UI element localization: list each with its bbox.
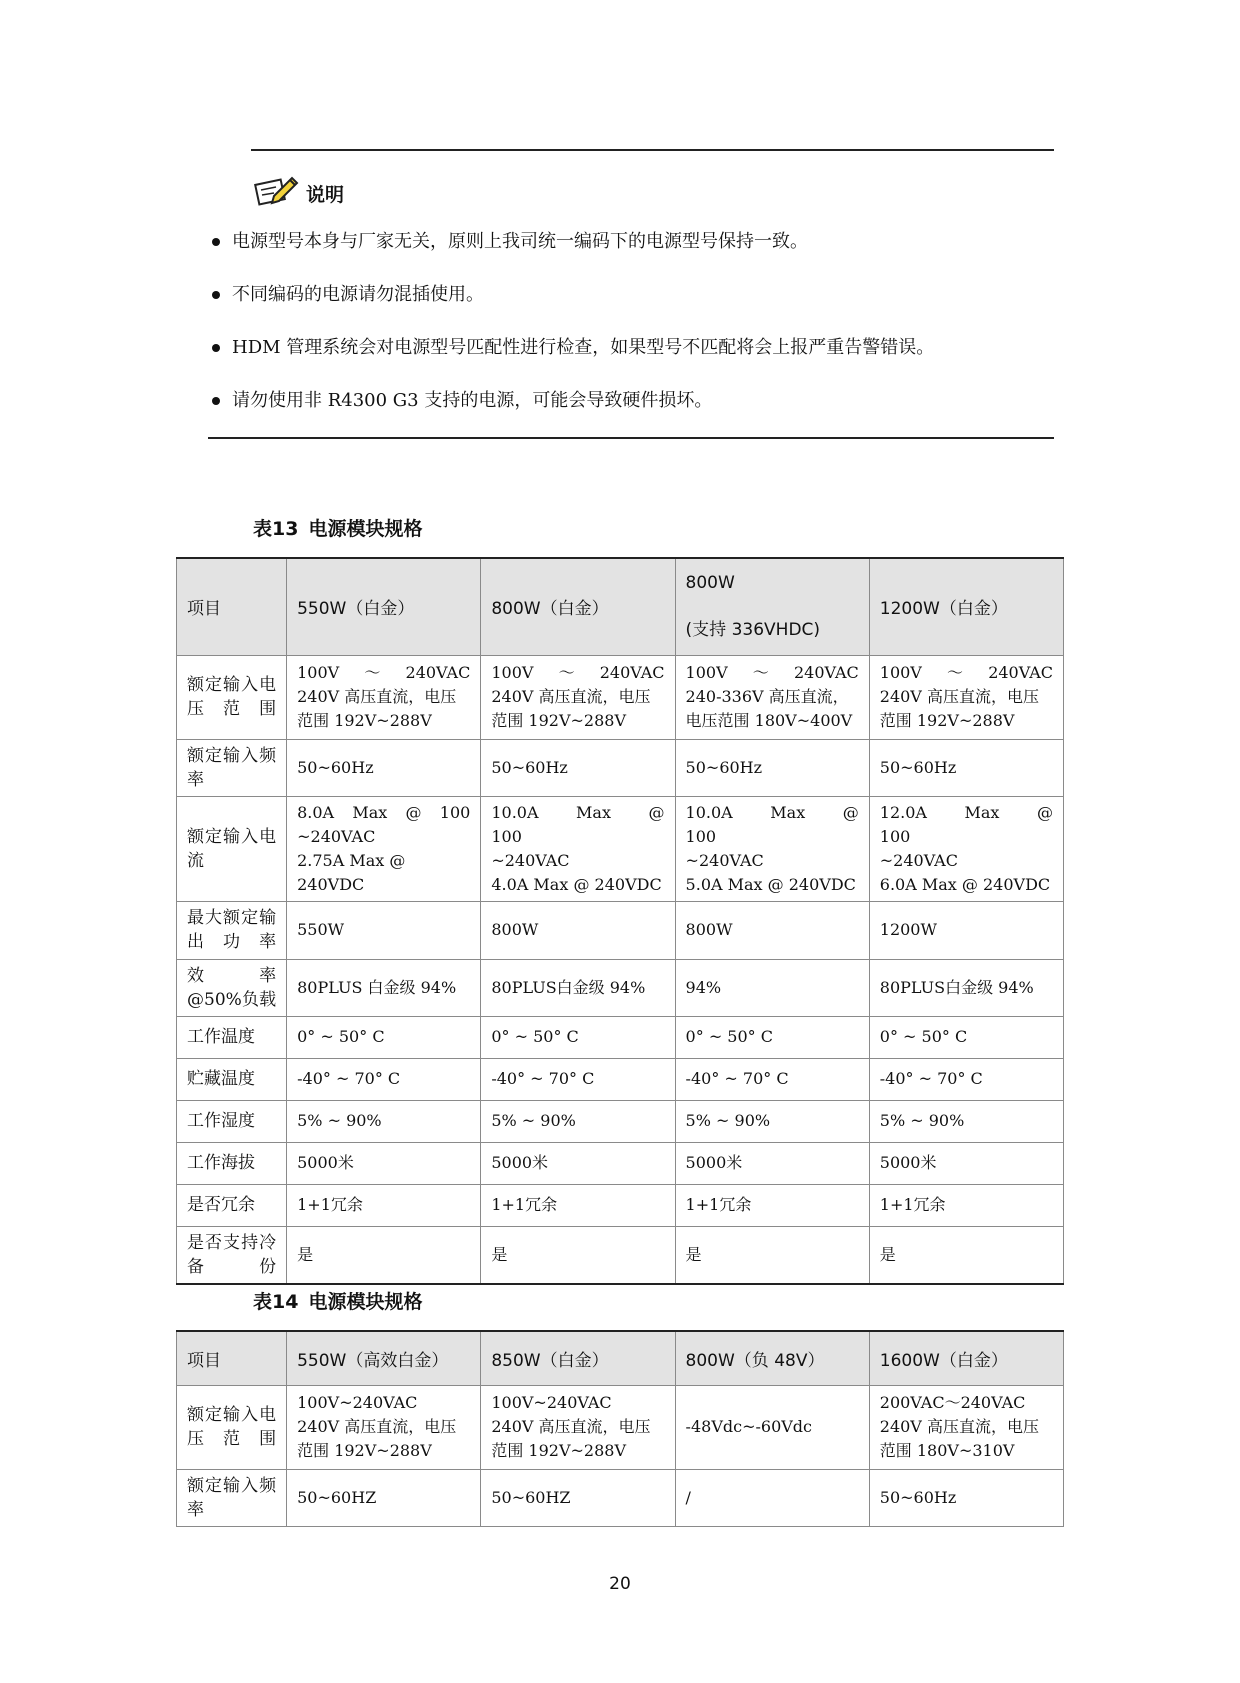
table13-value-line: -40° ~ 70° C (491, 1069, 595, 1088)
table13-value-cell (287, 1142, 481, 1184)
table13-value-line: 10.0A Max @ 100 (685, 802, 875, 846)
table14-header-row (177, 1331, 1064, 1385)
table13-row (177, 1016, 1064, 1058)
table13-row-label: 工作湿度 (177, 1100, 287, 1142)
table13-value-cell (481, 959, 675, 1016)
table13-value-line: 是 (491, 1244, 508, 1264)
table14-row-label: 额定输入电压范围 (177, 1385, 287, 1469)
table13-value-line: ~240VAC (879, 850, 958, 870)
table14-value-line: 50~60HZ (297, 1487, 377, 1507)
table14-value-line: / (685, 1487, 691, 1507)
note-bullet-text: 不同编码的电源请勿混插使用。 (232, 284, 484, 305)
note-bullet-item (210, 283, 1060, 336)
table13-header-text: 800W (685, 573, 735, 594)
table13-header-subtext: (支持 336VHDC) (685, 620, 821, 641)
table13-row-label: 效率 @50%负载 (177, 959, 287, 1016)
table13-value-cell (287, 1016, 481, 1058)
table13-value-line: ~240VAC (685, 850, 764, 870)
table13-value-line: 1+1冗余 (491, 1195, 558, 1214)
table13-value-cell (287, 1226, 481, 1284)
table13-row-label: 额定输入频率 (177, 739, 287, 796)
table13-value-line: 5% ~ 90% (879, 1111, 965, 1130)
table13-value-line: 5000米 (297, 1153, 354, 1172)
table13-value-line: 1+1冗余 (685, 1195, 752, 1214)
table13-value-line: -40° ~ 70° C (297, 1069, 401, 1088)
table13-value-line: 12.0A Max @ 100 (879, 802, 1070, 846)
table13-header-cell (675, 558, 869, 655)
table14-value-line: 范围 192V~288V (491, 1441, 627, 1460)
table13-value-line: 94% (685, 977, 722, 997)
table13-value-cell (675, 901, 869, 959)
table13-value-line: 范围 192V~288V (491, 711, 627, 730)
table14-header-cell: 800W（负 48V） (675, 1331, 869, 1385)
table14-value-line: 240V 高压直流，电压 (879, 1417, 1039, 1436)
note-top-rule (251, 149, 1054, 151)
table14-caption-number: 表14 (253, 1291, 299, 1313)
table13-value-cell (869, 1226, 1063, 1284)
note-bullet-item (210, 389, 1060, 442)
table13-value-line: 是 (297, 1244, 314, 1264)
table13-value-cell (675, 796, 875, 901)
table13-value-cell (481, 1016, 675, 1058)
table13-value-line: 5.0A Max @ 240VDC (685, 874, 856, 894)
table13-value-line: 100V ～ 240VAC (685, 663, 859, 682)
table13-value-cell (675, 1058, 869, 1100)
table13-value-cell (287, 1058, 481, 1100)
table13-value-cell (869, 796, 1070, 901)
table14-value-line: 50~60Hz (879, 1487, 957, 1507)
table13-value-cell (869, 1016, 1063, 1058)
table13-value-line: 1+1冗余 (879, 1195, 946, 1214)
table13-row-label: 工作海拔 (177, 1142, 287, 1184)
table13-value-cell (481, 1100, 675, 1142)
table13-row (177, 959, 1064, 1016)
table13-value-line: 240V 高压直流，电压 (297, 687, 457, 706)
note-bullet-text: HDM 管理系统会对电源型号匹配性进行检查，如果型号不匹配将会上报严重告警错误。 (232, 337, 935, 358)
table13-value-line: 0° ~ 50° C (491, 1027, 579, 1046)
table13-value-line: 240-336V 高压直流， (685, 687, 849, 706)
table13-value-line: 8.0A Max @ 100 (297, 802, 471, 822)
table13-power-spec (176, 557, 1070, 1285)
note-bottom-rule (208, 437, 1054, 439)
table13-row (177, 1100, 1064, 1142)
table14-value-cell (287, 1385, 481, 1469)
table13-value-cell (481, 655, 675, 739)
table13-value-line: 1+1冗余 (297, 1195, 363, 1214)
table14-value-cell (675, 1385, 869, 1469)
table14-value-cell (869, 1469, 1063, 1526)
table14-row (177, 1385, 1064, 1469)
table14-value-line: 100V~240VAC (297, 1393, 418, 1412)
table13-value-line: 800W (685, 920, 733, 939)
table13-value-cell (481, 1058, 675, 1100)
table13-row (177, 1058, 1064, 1100)
table14-caption-text: 电源模块规格 (308, 1291, 423, 1313)
table13-value-cell (481, 1142, 675, 1184)
table13-value-line: 0° ~ 50° C (685, 1027, 773, 1046)
table13-value-cell (675, 1226, 869, 1284)
table13-value-line: 范围 192V~288V (879, 711, 1015, 730)
table13-value-cell (287, 901, 481, 959)
note-bullet-text: 电源型号本身与厂家无关，原则上我司统一编码下的电源型号保持一致。 (232, 231, 808, 252)
table13-value-line: 240V 高压直流，电压 (491, 687, 651, 706)
table13-header-cell: 800W（白金） (481, 558, 675, 655)
table13-caption-text: 电源模块规格 (308, 518, 423, 540)
table14-value-line: -48Vdc~-60Vdc (685, 1417, 812, 1436)
table14-value-cell (869, 1385, 1063, 1469)
table13-value-cell (675, 655, 869, 739)
table13-value-cell (287, 959, 481, 1016)
table13-row (177, 739, 1064, 796)
table13-value-cell (287, 1100, 481, 1142)
table13-header-cell: 项目 (177, 558, 287, 655)
table13-value-line: 80PLUS白金级 94% (491, 977, 646, 997)
table13-value-cell (287, 739, 481, 796)
table13-value-line: 5000米 (491, 1153, 549, 1172)
table14-header-cell: 850W（白金） (481, 1331, 675, 1385)
bullet-dot-icon (212, 397, 220, 405)
table13-caption (253, 514, 422, 541)
table14-value-line: 50~60HZ (491, 1487, 571, 1507)
table13-value-cell (869, 1184, 1063, 1226)
table13-value-line: 0° ~ 50° C (297, 1027, 385, 1046)
table13-row-label: 是否冗余 (177, 1184, 287, 1226)
note-pencil-icon (254, 172, 300, 208)
table13-value-line: 550W (297, 920, 345, 939)
table14-power-spec (176, 1330, 1064, 1527)
table14-value-cell (481, 1469, 675, 1526)
note-bullet-item (210, 336, 1060, 389)
table13-row (177, 796, 1064, 901)
table14-value-line: 240V 高压直流，电压 (491, 1417, 651, 1436)
table13-value-line: 电压范围 180V~400V (685, 711, 853, 730)
table13-value-cell (869, 739, 1063, 796)
table13-value-cell (675, 1016, 869, 1058)
table13-value-line: 1200W (879, 920, 937, 939)
table13-value-cell (481, 901, 675, 959)
note-bullet-text: 请勿使用非 R4300 G3 支持的电源，可能会导致硬件损坏。 (232, 390, 713, 411)
note-title: 说明 (306, 184, 345, 206)
table13-row-label: 贮藏温度 (177, 1058, 287, 1100)
table13-value-line: 0° ~ 50° C (879, 1027, 968, 1046)
table13-value-line: 10.0A Max @ 100 (491, 802, 681, 846)
table14-value-line: 100V~240VAC (491, 1393, 612, 1412)
table14-value-cell (481, 1385, 675, 1469)
table13-value-cell (481, 796, 681, 901)
table13-header-cell: 1200W（白金） (869, 558, 1063, 655)
table13-value-cell (675, 959, 869, 1016)
table13-header-cell: 550W（白金） (287, 558, 481, 655)
table13-value-line: 是 (685, 1244, 702, 1264)
table13-row-label: 是否支持冷备份 (177, 1226, 287, 1284)
table13-value-line: 5000米 (685, 1153, 743, 1172)
table13-header-row (177, 558, 1064, 655)
table13-value-line: 6.0A Max @ 240VDC (879, 874, 1051, 894)
table14-value-line: 240V 高压直流，电压 (297, 1417, 457, 1436)
table13-row (177, 1226, 1064, 1284)
bullet-dot-icon (212, 344, 220, 352)
table13-value-line: 50~60Hz (297, 757, 374, 777)
table13-value-cell (481, 1184, 675, 1226)
table13-value-line: ~240VAC (297, 826, 376, 846)
table13-value-cell (869, 1100, 1063, 1142)
table14-value-cell (675, 1469, 869, 1526)
table13-row (177, 655, 1064, 739)
table13-row (177, 1142, 1064, 1184)
table14-value-line: 范围 192V~288V (297, 1441, 432, 1460)
table13-value-cell (287, 796, 481, 901)
table13-value-cell (675, 1142, 869, 1184)
table14-header-cell: 项目 (177, 1331, 287, 1385)
table13-value-cell (675, 739, 869, 796)
table13-caption-number: 表13 (253, 518, 299, 540)
table14-value-line: 范围 180V~310V (879, 1441, 1015, 1460)
table13-value-line: 100V ～ 240VAC (879, 663, 1053, 682)
table13-value-line: 800W (491, 920, 539, 939)
table13-value-line: 2.75A Max @ 240VDC (297, 850, 406, 894)
table13-value-line: 240V 高压直流，电压 (879, 687, 1039, 706)
table14-header-cell: 550W（高效白金） (287, 1331, 481, 1385)
table13-row-label: 额定输入电压范围 (177, 655, 287, 739)
table13-value-line: 100V ～ 240VAC (491, 663, 665, 682)
table13-value-line: 5000米 (879, 1153, 937, 1172)
table13-value-line: ~240VAC (491, 850, 570, 870)
table13-value-cell (481, 1226, 675, 1284)
table13-value-line: -40° ~ 70° C (879, 1069, 983, 1088)
table13-value-line: 50~60Hz (491, 757, 568, 777)
page-number: 20 (609, 1574, 631, 1594)
table13-value-line: 5% ~ 90% (491, 1111, 576, 1130)
note-bullet-item (210, 230, 1060, 283)
bullet-dot-icon (212, 238, 220, 246)
table13-value-line: 80PLUS白金级 94% (879, 977, 1034, 997)
bullet-dot-icon (212, 291, 220, 299)
table14-caption (253, 1287, 422, 1314)
table13-value-line: 50~60Hz (685, 757, 763, 777)
table14-row (177, 1469, 1064, 1526)
table13-value-cell (287, 1184, 481, 1226)
table13-row (177, 1184, 1064, 1226)
table13-value-cell (481, 739, 675, 796)
table13-value-line: 范围 192V~288V (297, 711, 432, 730)
table13-value-line: 50~60Hz (879, 757, 957, 777)
table13-value-cell (869, 1058, 1063, 1100)
table13-row-label: 工作温度 (177, 1016, 287, 1058)
table13-value-line: 是 (879, 1244, 896, 1264)
table13-value-line: 80PLUS 白金级 94% (297, 977, 457, 997)
table13-value-line: 4.0A Max @ 240VDC (491, 874, 662, 894)
table13-value-cell (287, 655, 481, 739)
table14-row-label: 额定输入频率 (177, 1469, 287, 1526)
table13-value-line: -40° ~ 70° C (685, 1069, 789, 1088)
note-bullet-list (210, 230, 1060, 442)
table13-value-line: 5% ~ 90% (685, 1111, 771, 1130)
table13-row-label: 额定输入电流 (177, 796, 287, 901)
table14-value-line: 200VAC～240VAC (879, 1393, 1026, 1412)
table13-value-cell (675, 1184, 869, 1226)
table13-row-label: 最大额定输出功率 (177, 901, 287, 959)
table13-value-line: 5% ~ 90% (297, 1111, 382, 1130)
table14-value-cell (287, 1469, 481, 1526)
table13-row (177, 901, 1064, 959)
table13-value-cell (869, 901, 1063, 959)
table13-value-cell (675, 1100, 869, 1142)
table13-value-line: 100V ～ 240VAC (297, 663, 471, 682)
table13-value-cell (869, 1142, 1063, 1184)
table13-value-cell (869, 959, 1063, 1016)
table13-value-cell (869, 655, 1063, 739)
table14-header-cell: 1600W（白金） (869, 1331, 1063, 1385)
